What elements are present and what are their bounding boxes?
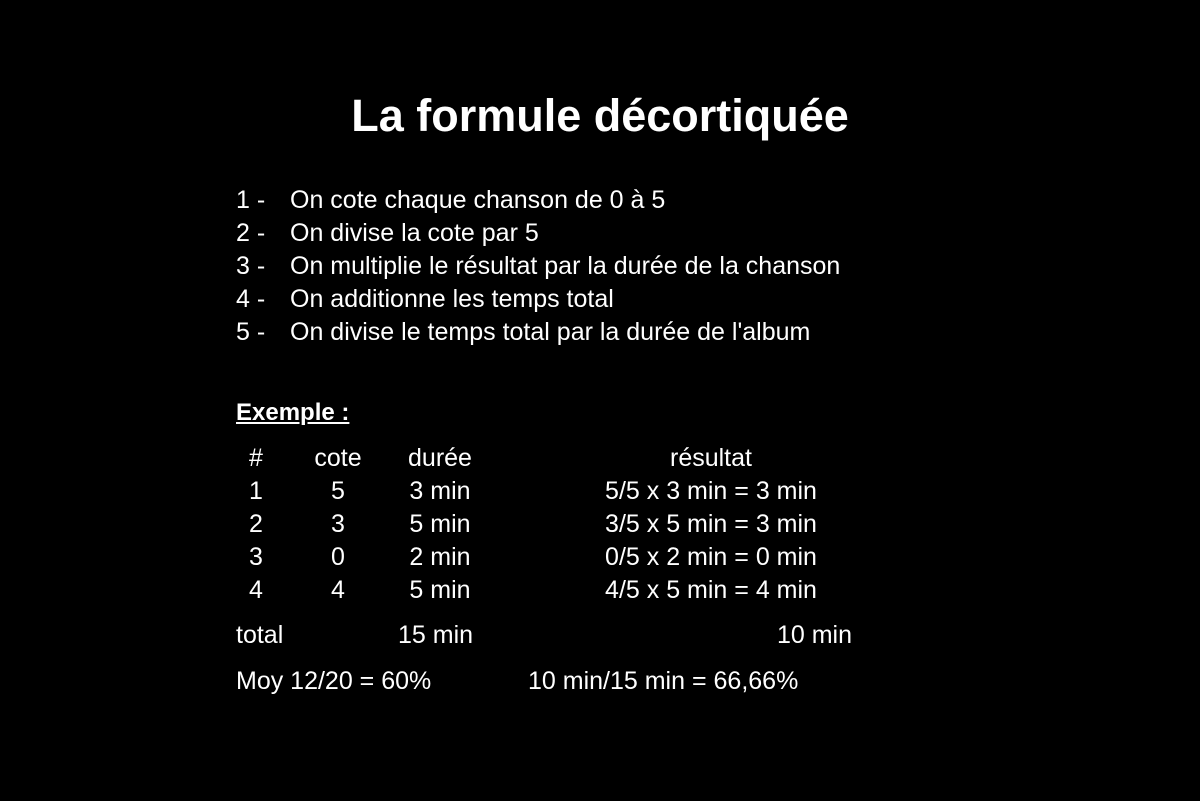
cell-duree: 3 min [409, 477, 471, 505]
total-label: total [236, 621, 284, 649]
header-num: # [249, 444, 263, 472]
header-cote: cote [314, 444, 362, 472]
table-row [236, 541, 856, 574]
example-table [236, 442, 856, 607]
cell-resultat: 4/5 x 5 min = 4 min [605, 576, 817, 604]
total-duree: 15 min [398, 621, 474, 649]
step-item [236, 184, 840, 217]
step-number: 1 - [236, 186, 266, 214]
cell-resultat: 3/5 x 5 min = 3 min [605, 510, 817, 538]
step-text: On cote chaque chanson de 0 à 5 [290, 186, 666, 214]
table-row [236, 475, 856, 508]
cell-resultat: 5/5 x 3 min = 3 min [605, 477, 817, 505]
step-text: On multiplie le résultat par la durée de la chanson [290, 252, 841, 280]
step-item [236, 283, 840, 316]
cell-duree: 2 min [409, 543, 471, 571]
table-header-row [236, 442, 856, 475]
page-title: La formule décortiquée [351, 90, 849, 141]
average-row [236, 664, 856, 698]
cell-resultat: 0/5 x 2 min = 0 min [605, 543, 817, 571]
table-row [236, 508, 856, 541]
step-number: 3 - [236, 252, 266, 280]
total-row [236, 618, 856, 652]
example-heading: Exemple : [236, 399, 350, 426]
step-text: On divise le temps total par la durée de l'album [290, 318, 811, 346]
step-item [236, 217, 840, 250]
cell-duree: 5 min [409, 510, 471, 538]
total-resultat: 10 min [776, 621, 852, 649]
step-number: 2 - [236, 219, 266, 247]
cell-num: 1 [249, 477, 263, 505]
header-duree: durée [408, 444, 472, 472]
cell-num: 3 [249, 543, 263, 571]
step-number: 5 - [236, 318, 266, 346]
cell-cote: 5 [331, 477, 345, 505]
header-resultat: résultat [670, 444, 752, 472]
cell-cote: 4 [331, 576, 345, 604]
steps-list [236, 184, 840, 349]
step-item [236, 316, 840, 349]
table-row [236, 574, 856, 607]
cell-cote: 3 [331, 510, 345, 538]
cell-duree: 5 min [409, 576, 471, 604]
average-rating: Moy 12/20 = 60% [236, 667, 432, 695]
step-item [236, 250, 840, 283]
step-number: 4 - [236, 285, 266, 313]
cell-cote: 0 [331, 543, 345, 571]
cell-num: 4 [249, 576, 263, 604]
average-time-ratio: 10 min/15 min = 66,66% [528, 667, 799, 695]
step-text: On divise la cote par 5 [290, 219, 539, 247]
step-text: On additionne les temps total [290, 285, 614, 313]
cell-num: 2 [249, 510, 263, 538]
